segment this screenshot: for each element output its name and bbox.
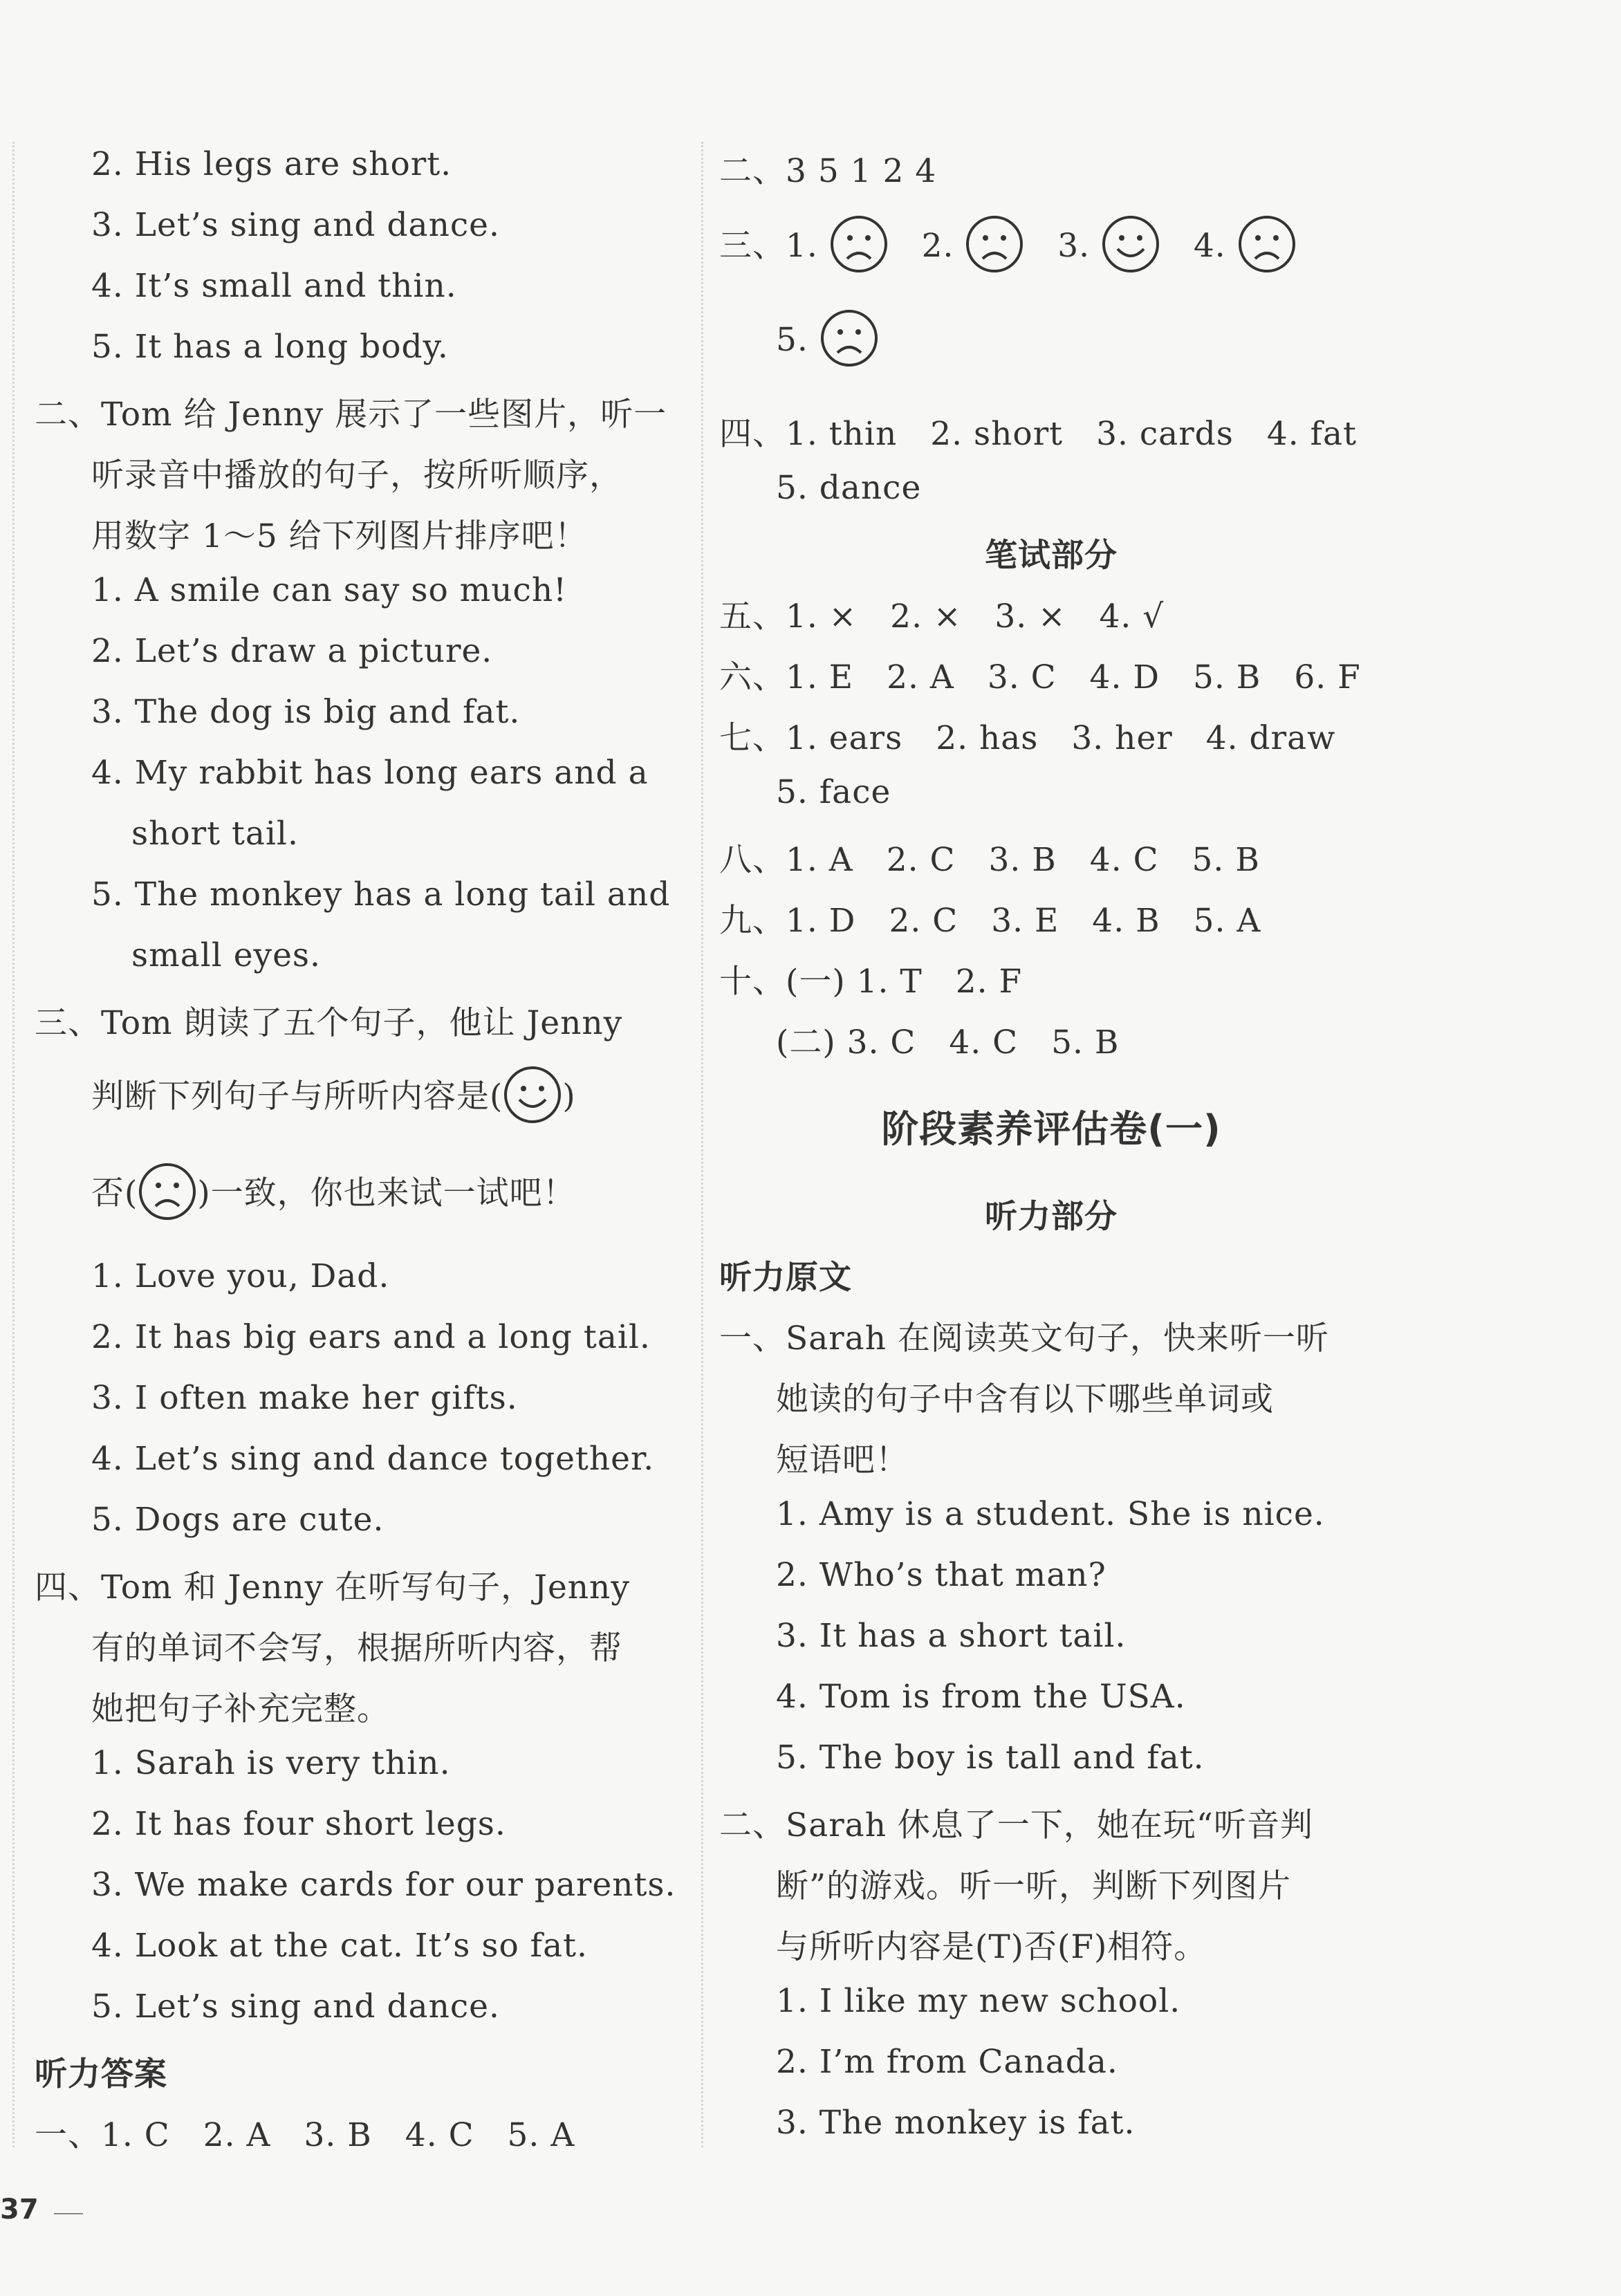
sec3-text-a: 判断下列句子与所听内容是( xyxy=(91,1077,503,1115)
sad-face-icon xyxy=(965,214,1024,282)
test-title: 阶段素养评估卷(一) xyxy=(881,1107,1221,1151)
text-line: 2. It has big ears and a long tail. xyxy=(91,1318,651,1356)
answer-label: 2. xyxy=(921,227,954,265)
section-heading: 短语吧！ xyxy=(776,1441,909,1479)
column-divider xyxy=(701,142,703,2147)
text-line: 1. Amy is a student. She is nice. xyxy=(776,1495,1325,1533)
text-line: 2. I’m from Canada. xyxy=(776,2043,1118,2081)
answer-label: 4. xyxy=(1193,227,1226,265)
text-line: 5. The monkey has a long tail and xyxy=(91,876,671,914)
text-line: 5. It has a long body. xyxy=(91,328,449,366)
text-line: 2. Let’s draw a picture. xyxy=(91,632,493,670)
answer-line: (二) 3. C 4. C 5. B xyxy=(776,1024,1120,1062)
section-heading: 与所听内容是(T)否(F)相符。 xyxy=(776,1928,1207,1966)
section-heading: 二、Sarah 休息了一下，她在玩“听音判 xyxy=(719,1806,1313,1844)
smiley-face-icon xyxy=(503,1065,562,1133)
answer-line: 十、(一) 1. T 2. F xyxy=(719,963,1023,1001)
sec3-text-b: ) xyxy=(562,1077,576,1115)
text-line: 3. The monkey is fat. xyxy=(776,2104,1136,2142)
sad-face-icon xyxy=(829,214,889,282)
written-section-heading: 笔试部分 xyxy=(985,537,1118,575)
text-line: 1. Love you, Dad. xyxy=(91,1257,390,1295)
text-line: 2. It has four short legs. xyxy=(91,1805,506,1843)
sad-face-icon xyxy=(138,1162,197,1230)
answer-line: 六、1. E 2. A 3. C 4. D 5. B 6. F xyxy=(719,658,1361,696)
section-heading: 三、Tom 朗读了五个句子，他让 Jenny xyxy=(35,1004,623,1042)
text-line: 2. His legs are short. xyxy=(91,145,452,183)
left-margin-rule xyxy=(12,142,15,2147)
text-line: small eyes. xyxy=(131,936,321,974)
text-line: 4. My rabbit has long ears and a xyxy=(91,754,649,792)
answer-line xyxy=(776,308,879,376)
section-heading: 听录音中播放的句子，按所听顺序， xyxy=(91,456,622,494)
text-line: 1. A smile can say so much! xyxy=(91,571,568,609)
sec3-text-c: 否( xyxy=(91,1174,138,1212)
answer-line: 九、1. D 2. C 3. E 4. B 5. A xyxy=(719,902,1261,940)
text-line: 3. Let’s sing and dance. xyxy=(91,206,500,244)
answer-line: 二、3 5 1 2 4 xyxy=(719,152,937,190)
answer-line: 五、1. × 2. × 3. × 4. √ xyxy=(719,598,1165,636)
section-heading: 用数字 1～5 给下列图片排序吧！ xyxy=(91,517,588,555)
answer-line: 四、1. thin 2. short 3. cards 4. fat xyxy=(719,415,1357,453)
section-heading: 断”的游戏。听一听，判断下列图片 xyxy=(776,1867,1292,1905)
text-line: 3. The dog is big and fat. xyxy=(91,693,521,731)
text-line: 5. Let’s sing and dance. xyxy=(91,1988,500,2026)
section-heading xyxy=(91,1065,576,1133)
text-line: 5. The boy is tall and fat. xyxy=(776,1739,1205,1777)
section-heading xyxy=(91,1162,576,1230)
section-heading: 二、Tom 给 Jenny 展示了一些图片，听一 xyxy=(35,396,667,434)
text-line: 4. It’s small and thin. xyxy=(91,267,457,305)
text-line: 3. We make cards for our parents. xyxy=(91,1866,676,1904)
answer-line: 一、1. C 2. A 3. B 4. C 5. A xyxy=(35,2116,575,2154)
page-number: 37 xyxy=(0,2194,39,2225)
text-line: 4. Tom is from the USA. xyxy=(776,1678,1186,1716)
answer-label: 3. xyxy=(1057,227,1091,265)
section-heading: 有的单词不会写，根据所听内容，帮 xyxy=(91,1629,622,1667)
text-line: 4. Let’s sing and dance together. xyxy=(91,1440,655,1478)
sad-face-icon xyxy=(819,308,879,376)
sad-face-icon xyxy=(1237,214,1297,282)
text-line: 1. Sarah is very thin. xyxy=(91,1744,451,1782)
answer-line: 八、1. A 2. C 3. B 4. C 5. B xyxy=(719,841,1260,879)
text-line: 2. Who’s that man? xyxy=(776,1556,1106,1594)
section-heading: 四、Tom 和 Jenny 在听写句子，Jenny xyxy=(35,1568,630,1607)
answer-line: 5. dance xyxy=(776,469,922,507)
smiley-face-icon xyxy=(1101,214,1160,282)
text-line: short tail. xyxy=(131,815,299,853)
text-line: 1. I like my new school. xyxy=(776,1982,1181,2020)
section-heading: 一、Sarah 在阅读英文句子，快来听一听 xyxy=(719,1320,1329,1358)
sec3-text-d: )一致，你也来试一试吧！ xyxy=(197,1174,576,1212)
answer-label: 三、1. xyxy=(719,227,818,265)
page-number-rule xyxy=(54,2213,83,2214)
listening-heading: 听力部分 xyxy=(985,1198,1118,1236)
text-line: 4. Look at the cat. It’s so fat. xyxy=(91,1927,588,1965)
answers-heading: 听力答案 xyxy=(35,2055,167,2093)
section-heading: 她读的句子中含有以下哪些单词或 xyxy=(776,1380,1274,1418)
text-line: 3. It has a short tail. xyxy=(776,1617,1127,1655)
answer-line: 七、1. ears 2. has 3. her 4. draw xyxy=(719,719,1336,757)
answer-label: 5. xyxy=(776,321,808,359)
transcript-heading: 听力原文 xyxy=(719,1259,852,1297)
answer-line xyxy=(719,214,1297,282)
text-line: 3. I often make her gifts. xyxy=(91,1379,518,1417)
text-line: 5. Dogs are cute. xyxy=(91,1501,385,1539)
answer-line: 5. face xyxy=(776,773,891,811)
section-heading: 她把句子补充完整。 xyxy=(91,1690,390,1728)
